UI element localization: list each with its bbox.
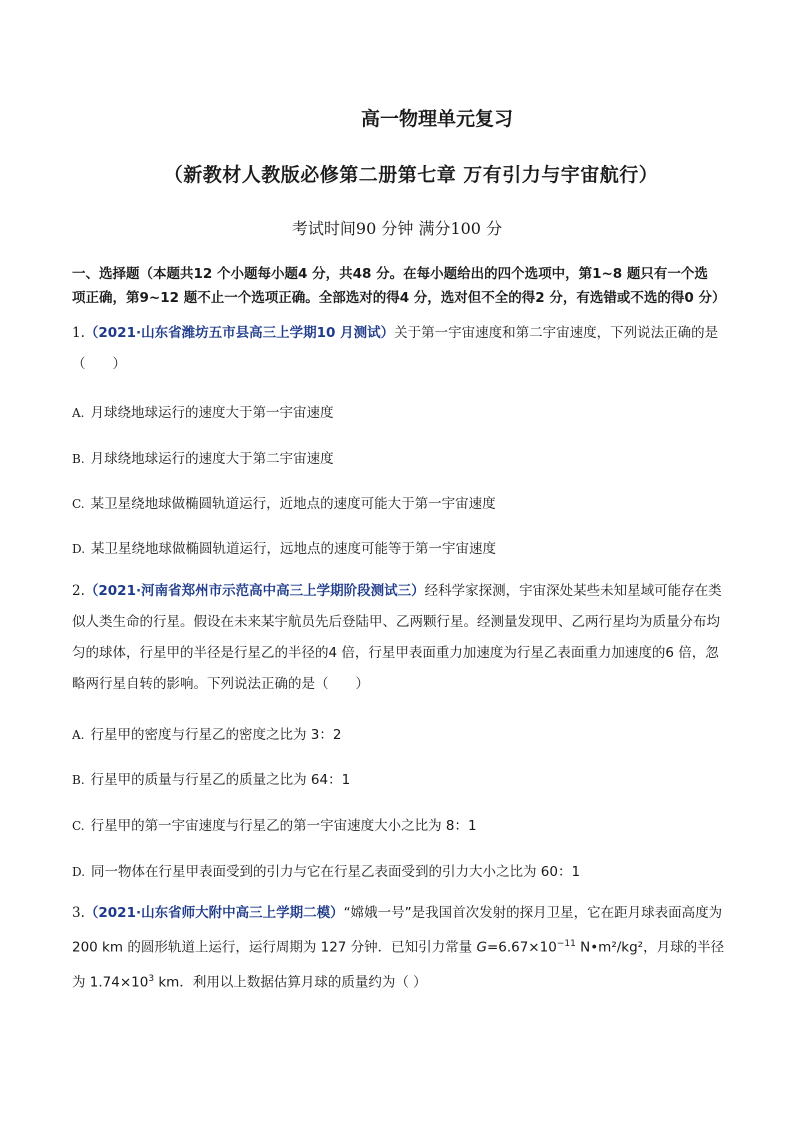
question-stem-part1: “嫦娥一号”是我国首次发射的探月卫星，它在距月球表面高度为 200 km 的圆形轨道上运行，运行周期为 127 分钟．已知引力常量 bbox=[72, 905, 723, 956]
option-1d: D. 某卫星绕地球做椭圆轨道运行，远地点的速度可能等于第一宇宙速度 bbox=[72, 541, 497, 557]
section-line-2: 项正确，第9~12 题不止一个选项正确。全部选对的得4 分，选对但不全的得2 分，有选错或不选的得0 分） bbox=[72, 290, 726, 306]
question-2 bbox=[72, 576, 732, 700]
page-subtitle: （新教材人教版必修第二册第七章 万有引力与宇宙航行） bbox=[163, 164, 659, 186]
question-source: （2021·山东省师大附中高三上学期二模） bbox=[84, 905, 344, 921]
question-source: （2021·山东省潍坊五市县高三上学期10 月测试） bbox=[84, 325, 395, 341]
gravity-constant-symbol: G bbox=[476, 939, 487, 956]
question-3: 3.（2021·山东省师大附中高三上学期二模）“嫦娥一号”是我国首次发射的探月卫星，它在距月球表面高度为 200 km 的圆形轨道上运行，运行周期为 127 分钟．已知引力常量 $G=6.67\times 10^{-11}$ N•m²/kg²，月球的半径为 $1.74\times 10^3$ km．利用以上数据估算月球的质量约为（ ） bbox=[72, 905, 725, 990]
option-1b: B. 月球绕地球运行的速度大于第二宇宙速度 bbox=[72, 451, 334, 467]
question-stem: 关于第一宇宙速度和第二宇宙速度，下列说法正确的是（ ） bbox=[72, 325, 719, 372]
exam-info: 考试时间90 分钟 满分100 分 bbox=[291, 219, 503, 238]
question-number: 3. bbox=[72, 905, 85, 921]
option-2a: A. 行星甲的密度与行星乙的密度之比为 3：2 bbox=[72, 727, 342, 743]
page-title: 高一物理单元复习 bbox=[360, 108, 513, 130]
question-number: 1. bbox=[72, 325, 85, 341]
option-2b: B. 行星甲的质量与行星乙的质量之比为 64：1 bbox=[72, 772, 351, 788]
question-source: （2021·河南省郑州市示范高中高三上学期阶段测试三） bbox=[84, 583, 425, 599]
option-2d: D. 同一物体在行星甲表面受到的引力与它在行星乙表面受到的引力大小之比为 60：1 bbox=[72, 864, 581, 880]
option-1c: C. 某卫星绕地球做椭圆轨道运行，近地点的速度可能大于第一宇宙速度 bbox=[72, 496, 496, 512]
question-number: 2. bbox=[72, 583, 85, 599]
question-1 bbox=[72, 318, 732, 380]
section-line-1: 一、选择题（本题共12 个小题每小题4 分，共48 分。在每小题给出的四个选项中，第1~8 题只有一个选 bbox=[72, 266, 708, 282]
section-instructions bbox=[72, 262, 732, 310]
option-2c: C. 行星甲的第一宇宙速度与行星乙的第一宇宙速度大小之比为 8：1 bbox=[72, 818, 477, 834]
question-stem-part2: km．利用以上数据估算月球的质量约为（ ） bbox=[154, 974, 427, 990]
option-1a: A. 月球绕地球运行的速度大于第一宇宙速度 bbox=[72, 405, 334, 421]
question-stem: 经科学家探测，宇宙深处某些未知星域可能存在类似人类生命的行星。假设在未来某宇航员先后登陆甲、乙两颗行星。经测量发现甲、乙两行星均为质量分布均匀的球体，行星甲的半径是行星乙的半径的4 倍，行星甲表面重力加速度为行星乙表面重力加速度的6 倍，忽略两行星自转的影响。下列说法正确的是（ ） bbox=[72, 583, 722, 692]
